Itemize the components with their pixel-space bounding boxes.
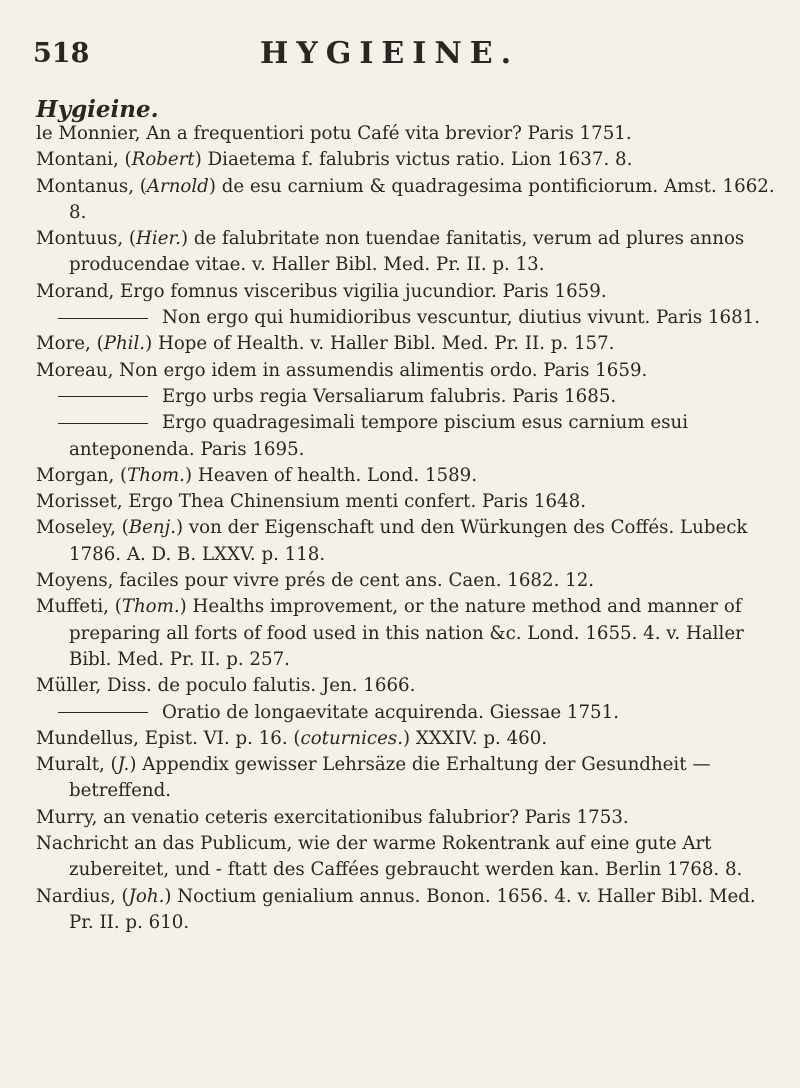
entry-text: Moreau, Non ergo idem in assumendis alimentis ordo. Paris 1659.: [36, 359, 648, 381]
bibliography-entry: [36, 358, 776, 384]
entry-text: Nachricht an das Publicum, wie der warme Rokentrank auf eine gute Art zubereitet, und - ftatt des Caffées gebraucht werden kan. Berlin 1768. 8.: [36, 833, 743, 881]
bibliography-entry: [36, 147, 776, 173]
bibliography-entry: [36, 489, 776, 515]
ditto-dash: [58, 712, 148, 713]
ditto-dash: [58, 423, 148, 424]
entry-text: Morisset, Ergo Thea Chinensium menti confert. Paris 1648.: [36, 491, 586, 513]
bibliography-list: [36, 121, 776, 936]
entry-text: Moyens, faciles pour vivre prés de cent ans. Caen. 1682. 12.: [36, 570, 595, 592]
entry-text: Ergo quadragesimali tempore piscium esus carnium esui anteponenda. Paris 1695.: [69, 412, 689, 460]
bibliography-entry: [36, 568, 776, 594]
entry-author-given-name: coturnices.: [300, 727, 403, 749]
entry-text-continued: ) Healths improvement, or the nature method and manner of preparing all forts of food used in this nation &c. Lond. 1655. 4. v. Haller Bibl. Med. Pr. II. p. 257.: [69, 596, 744, 670]
entry-text: Morand, Ergo fomnus visceribus vigilia jucundior. Paris 1659.: [36, 280, 607, 302]
entry-text: Müller, Diss. de poculo falutis. Jen. 1666.: [36, 675, 416, 697]
entry-author-given-name: J.: [117, 754, 130, 776]
entry-author-given-name: Hier.: [136, 228, 181, 250]
entry-author-given-name: Benj.: [128, 517, 177, 539]
bibliography-entry: [36, 463, 776, 489]
entry-text: Mundellus, Epist. VI. p. 16. (: [36, 727, 301, 749]
entry-text: Montanus, (: [36, 175, 147, 197]
entry-text: Muralt, (: [36, 754, 118, 776]
bibliography-entry: [36, 673, 776, 699]
bibliography-entry: [36, 121, 776, 147]
ditto-dash: [58, 318, 148, 319]
entry-text-continued: ) Noctium genialium annus. Bonon. 1656. 4. v. Haller Bibl. Med. Pr. II. p. 610.: [69, 885, 756, 933]
bibliography-entry: [36, 726, 776, 752]
entry-author-given-name: Robert: [131, 149, 195, 171]
entry-author-given-name: Arnold: [146, 175, 209, 197]
entry-text: Ergo urbs regia Versaliarum falubris. Paris 1685.: [162, 385, 617, 407]
entry-text: Oratio de longaevitate acquirenda. Giessae 1751.: [162, 701, 619, 723]
entry-text-continued: ) von der Eigenschaft und den Würkungen des Coffés. Lubeck 1786. A. D. B. LXXV. p. 118.: [69, 517, 748, 565]
bibliography-entry: [36, 226, 776, 279]
bibliography-entry: [36, 831, 776, 884]
entry-text-continued: ) Hope of Health. v. Haller Bibl. Med. Pr. II. p. 157.: [145, 333, 615, 355]
entry-text: le Monnier, An a frequentiori potu Café vita brevior? Paris 1751.: [36, 123, 632, 144]
entry-author-given-name: Thom.: [127, 464, 185, 486]
bibliography-entry: [36, 752, 776, 805]
page-header: [0, 36, 800, 86]
entry-text-continued: ) de falubritate non tuendae fanitatis, verum ad plures annos producendae vitae. v. Haller Bibl. Med. Pr. II. p. 13.: [69, 228, 745, 276]
section-title: Hygieine.: [36, 96, 159, 123]
bibliography-entry: [36, 331, 776, 357]
entry-text: Moseley, (: [36, 517, 129, 539]
bibliography-entry: [36, 174, 776, 227]
entry-text-continued: ) Appendix gewisser Lehrsäze die Erhaltung der Gesundheit — betreffend.: [69, 754, 711, 802]
entry-author-given-name: Phil.: [103, 333, 146, 355]
entry-text: Montuus, (: [36, 228, 137, 250]
entry-author-given-name: Joh.: [128, 885, 165, 907]
entry-text-continued: ) de esu carnium & quadragesima pontificiorum. Amst. 1662. 8.: [69, 175, 775, 223]
entry-text: Muffeti, (: [36, 596, 122, 618]
bibliography-entry: [36, 594, 776, 673]
bibliography-entry: [36, 305, 776, 331]
entry-text-continued: ) XXXIV. p. 460.: [402, 727, 548, 749]
bibliography-entry: [36, 279, 776, 305]
entry-author-given-name: Thom.: [121, 596, 180, 618]
entry-text: More, (: [36, 333, 104, 355]
entry-text: Nardius, (: [36, 885, 129, 907]
bibliography-entry: [36, 410, 776, 463]
entry-text-continued: ) Diaetema f. falubris victus ratio. Lion 1637. 8.: [194, 149, 633, 171]
entry-text: Morgan, (: [36, 464, 128, 486]
entry-text: Non ergo qui humidioribus vescuntur, diutius vivunt. Paris 1681.: [162, 307, 761, 329]
bibliography-entry: [36, 515, 776, 568]
bibliography-entry: [36, 700, 776, 726]
bibliography-entry: [36, 805, 776, 831]
bibliography-entry: [36, 884, 776, 937]
running-head: HYGIEINE.: [260, 36, 520, 71]
page-number: 518: [33, 38, 90, 69]
entry-text-continued: ) Heaven of health. Lond. 1589.: [184, 464, 478, 486]
entry-text: Murry, an venatio ceteris exercitationibus falubrior? Paris 1753.: [36, 806, 629, 828]
ditto-dash: [58, 396, 148, 397]
bibliography-entry: [36, 384, 776, 410]
entry-text: Montani, (: [36, 149, 132, 171]
